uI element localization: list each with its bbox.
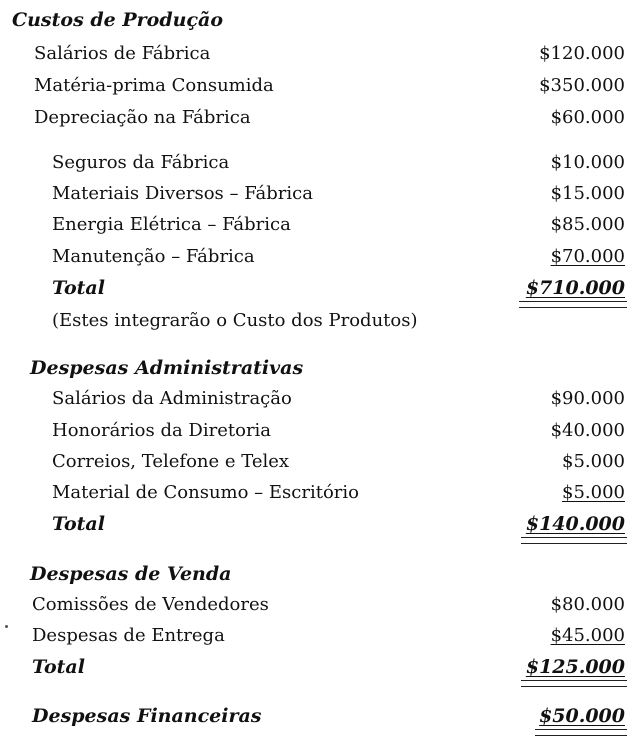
list-item — [0, 211, 641, 239]
total-value: $710.000 — [525, 277, 625, 299]
total-value: $50.000 — [539, 705, 625, 727]
total-value: $140.000 — [525, 513, 625, 535]
total-label: Total — [32, 656, 85, 678]
item-value: $70.000 — [550, 246, 625, 267]
section-title-financeiras: Despesas Financeiras — [32, 705, 262, 727]
double-underline — [521, 537, 627, 544]
list-item — [0, 40, 641, 68]
item-label: Materiais Diversos – Fábrica — [52, 183, 313, 204]
item-value: $40.000 — [550, 420, 625, 441]
item-value: $10.000 — [550, 152, 625, 173]
scan-mark — [5, 625, 8, 628]
item-value: $45.000 — [550, 625, 625, 646]
total-row — [0, 510, 641, 538]
total-row — [0, 274, 641, 302]
item-value: $60.000 — [550, 107, 625, 128]
item-label: Salários de Fábrica — [34, 43, 211, 64]
item-value: $90.000 — [550, 388, 625, 409]
item-value: $15.000 — [550, 183, 625, 204]
item-value: $120.000 — [539, 43, 625, 64]
section-financeiras — [0, 702, 641, 730]
list-item — [0, 448, 641, 476]
double-underline — [521, 680, 627, 687]
list-item — [0, 385, 641, 413]
total-label: Total — [52, 277, 105, 299]
item-label: Comissões de Vendedores — [32, 594, 269, 615]
section-title-producao: Custos de Produção — [12, 9, 224, 31]
item-label: Manutenção – Fábrica — [52, 246, 255, 267]
item-label: Matéria-prima Consumida — [34, 75, 274, 96]
list-item — [0, 149, 641, 177]
item-value: $5.000 — [562, 451, 625, 472]
list-item — [0, 104, 641, 132]
item-label: Despesas de Entrega — [32, 625, 225, 646]
list-item — [0, 180, 641, 208]
section-title-administrativas: Despesas Administrativas — [30, 357, 304, 379]
total-label: Total — [52, 513, 105, 535]
note — [0, 307, 641, 335]
total-value: $125.000 — [525, 656, 625, 678]
item-value: $80.000 — [550, 594, 625, 615]
item-value: $350.000 — [539, 75, 625, 96]
total-row — [0, 653, 641, 681]
list-item — [0, 591, 641, 619]
list-item — [0, 479, 641, 507]
list-item — [0, 72, 641, 100]
item-label: Depreciação na Fábrica — [34, 107, 251, 128]
section-title-venda: Despesas de Venda — [30, 563, 232, 585]
item-label: Material de Consumo – Escritório — [52, 482, 359, 503]
item-label: Seguros da Fábrica — [52, 152, 230, 173]
item-label: Energia Elétrica – Fábrica — [52, 214, 291, 235]
item-value: $85.000 — [550, 214, 625, 235]
double-underline — [535, 729, 627, 736]
item-label: Salários da Administração — [52, 388, 292, 409]
list-item — [0, 243, 641, 271]
list-item — [0, 417, 641, 445]
item-value: $5.000 — [562, 482, 625, 503]
item-label: Correios, Telefone e Telex — [52, 451, 290, 472]
list-item — [0, 622, 641, 650]
note-text: (Estes integrarão o Custo dos Produtos) — [52, 310, 418, 331]
item-label: Honorários da Diretoria — [52, 420, 272, 441]
